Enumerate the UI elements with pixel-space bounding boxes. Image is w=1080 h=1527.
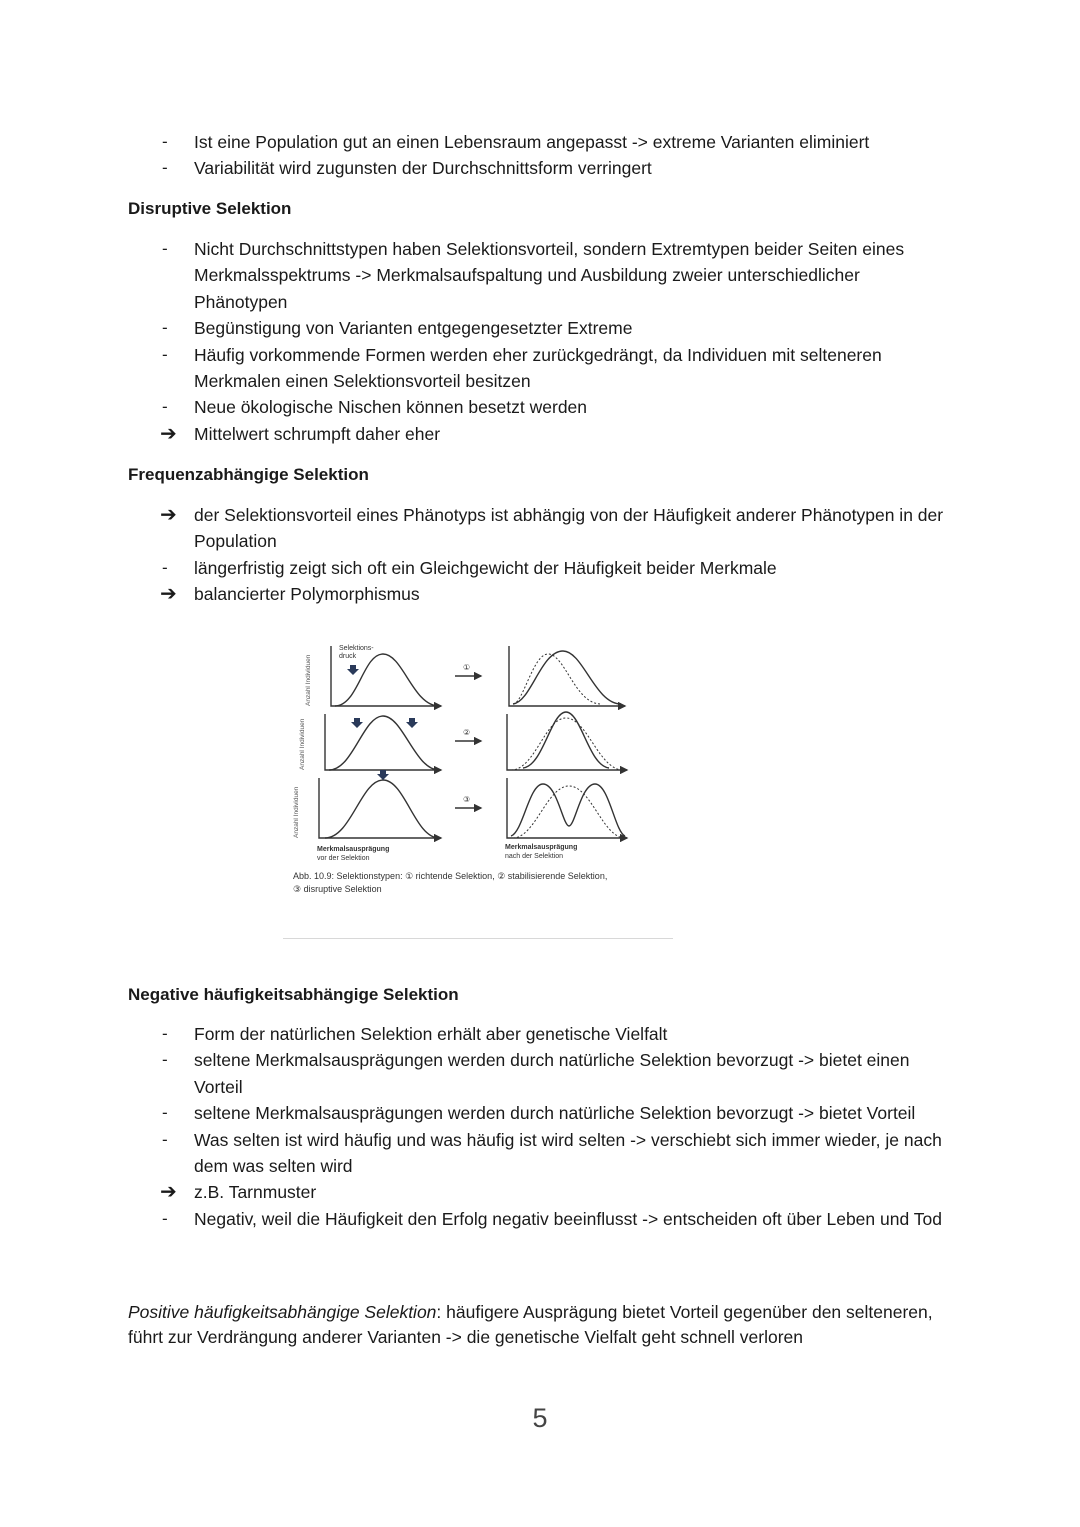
y-axis-label: Anzahl Individuen <box>305 654 312 706</box>
list-item-text: Form der natürlichen Selektion erhält aber genetische Vielfalt <box>194 1024 668 1044</box>
list-item <box>128 155 958 181</box>
divider <box>283 938 673 939</box>
list-item-text: Variabilität wird zugunsten der Durchschnittsform verringert <box>194 158 652 179</box>
list-item <box>128 342 958 395</box>
list-item-text: Mittelwert schrumpft daher eher <box>194 423 441 444</box>
dash-marker: - <box>162 239 168 258</box>
positive-paragraph <box>128 1300 958 1350</box>
positive-text: : häufigere Ausprägung bietet Vorteil gegenüber den selteneren, führt zur Verdrängung anderer Varianten -> die genetische Vielfalt geht schnell verloren <box>128 1302 933 1347</box>
arrow-icon: ➔ <box>160 422 177 445</box>
list-item <box>128 315 958 341</box>
dash-marker: - <box>162 344 168 364</box>
list-item-text: Neue ökologische Nischen können besetzt werden <box>194 397 588 418</box>
list-item <box>128 1047 958 1100</box>
list-item-text: Negativ, weil die Häufigkeit den Erfolg negativ beeinflusst -> entscheiden oft über Leben und Tod <box>194 1208 942 1229</box>
dash-marker: - <box>162 1050 168 1070</box>
arrow-icon: ➔ <box>160 583 177 606</box>
intro-list <box>128 129 958 182</box>
list-item-text: Begünstigung von Varianten entgegengesetzter Extreme <box>194 318 633 339</box>
list-item-text: z.B. Tarnmuster <box>194 1182 317 1203</box>
page-number: 5 <box>532 1403 548 1433</box>
list-item <box>128 1127 958 1180</box>
dash-marker: - <box>162 132 168 151</box>
list-item <box>128 129 958 155</box>
dash-marker: - <box>162 1208 168 1228</box>
list-item-text: Ist eine Population gut an einen Lebensraum angepasst -> extreme Varianten eliminiert <box>194 132 870 152</box>
x-axis-label-after: Merkmalsausprägung <box>505 844 578 851</box>
arrow-icon: ➔ <box>160 504 177 526</box>
arrow-icon: ➔ <box>160 1181 177 1204</box>
negative-list <box>128 1021 958 1232</box>
dash-marker: - <box>162 557 168 577</box>
dash-marker: - <box>162 158 168 178</box>
list-item-text: Nicht Durchschnittstypen haben Selektionsvorteil, sondern Extremtypen beider Seiten eines Merkmalsspektrums -> Merkmalsaufspaltung und Ausbildung zweier unterschiedlicher Phänotypen <box>194 239 905 312</box>
heading-frequency: Frequenzabhängige Selektion <box>128 465 369 484</box>
step-3-label: ③ <box>463 795 471 804</box>
x-axis-label-after: nach der Selektion <box>505 853 563 860</box>
caption-line: Abb. 10.9: Selektionstypen: ① richtende Selektion, ② stabilisierende Selektion, <box>293 871 608 881</box>
dash-marker: - <box>162 1129 168 1149</box>
list-item-text: Was selten ist wird häufig und was häufig ist wird selten -> verschiebt sich immer wieder, je nach dem was selten wird <box>194 1129 942 1177</box>
heading-negative: Negative häufigkeitsabhängige Selektion <box>128 985 459 1004</box>
dash-marker: - <box>162 1103 168 1123</box>
list-item-text: Häufig vorkommende Formen werden eher zurückgedrängt, da Individuen mit selteneren Merkmalen einen Selektionsvorteil besitzen <box>194 344 882 392</box>
list-item-text: seltene Merkmalsausprägungen werden durch natürliche Selektion bevorzugt -> bietet einen Vorteil <box>194 1050 910 1097</box>
step-1-label: ① <box>463 663 471 672</box>
y-axis-label: Anzahl Individuen <box>299 718 306 770</box>
list-item <box>128 1179 958 1205</box>
y-axis-label: Anzahl Individuen <box>293 786 300 838</box>
list-item <box>128 394 958 420</box>
dash-marker: - <box>162 1024 168 1043</box>
list-item-text: seltene Merkmalsausprägungen werden durch natürliche Selektion bevorzugt -> bietet Vorteil <box>194 1103 916 1124</box>
dash-marker: - <box>162 397 168 417</box>
disruptive-list <box>128 236 958 447</box>
pressure-label: Selektions- <box>339 645 374 652</box>
list-item <box>128 236 958 315</box>
selection-types-figure <box>283 636 673 906</box>
list-item <box>128 555 958 581</box>
pressure-label: druck <box>339 653 357 660</box>
step-2-label: ② <box>463 728 471 737</box>
selection-diagram <box>283 636 673 868</box>
dash-marker: - <box>162 318 168 338</box>
frequency-list <box>128 502 958 608</box>
heading-disruptive: Disruptive Selektion <box>128 199 292 218</box>
caption-line: ③ disruptive Selektion <box>293 884 382 894</box>
list-item <box>128 421 958 447</box>
figure-caption <box>293 870 653 896</box>
list-item-text: der Selektionsvorteil eines Phänotyps ist abhängig von der Häufigkeit anderer Phänotypen in der Population <box>194 505 944 552</box>
x-axis-label-before: Merkmalsausprägung <box>317 846 390 853</box>
x-axis-label-before: vor der Selektion <box>317 855 370 862</box>
list-item-text: längerfristig zeigt sich oft ein Gleichgewicht der Häufigkeit beider Merkmale <box>194 557 777 578</box>
list-item <box>128 1100 958 1126</box>
positive-term: Positive häufigkeitsabhängige Selektion <box>128 1302 437 1322</box>
list-item <box>128 1206 958 1232</box>
list-item <box>128 1021 958 1047</box>
list-item <box>128 502 958 555</box>
list-item <box>128 581 958 607</box>
list-item-text: balancierter Polymorphismus <box>194 584 420 605</box>
